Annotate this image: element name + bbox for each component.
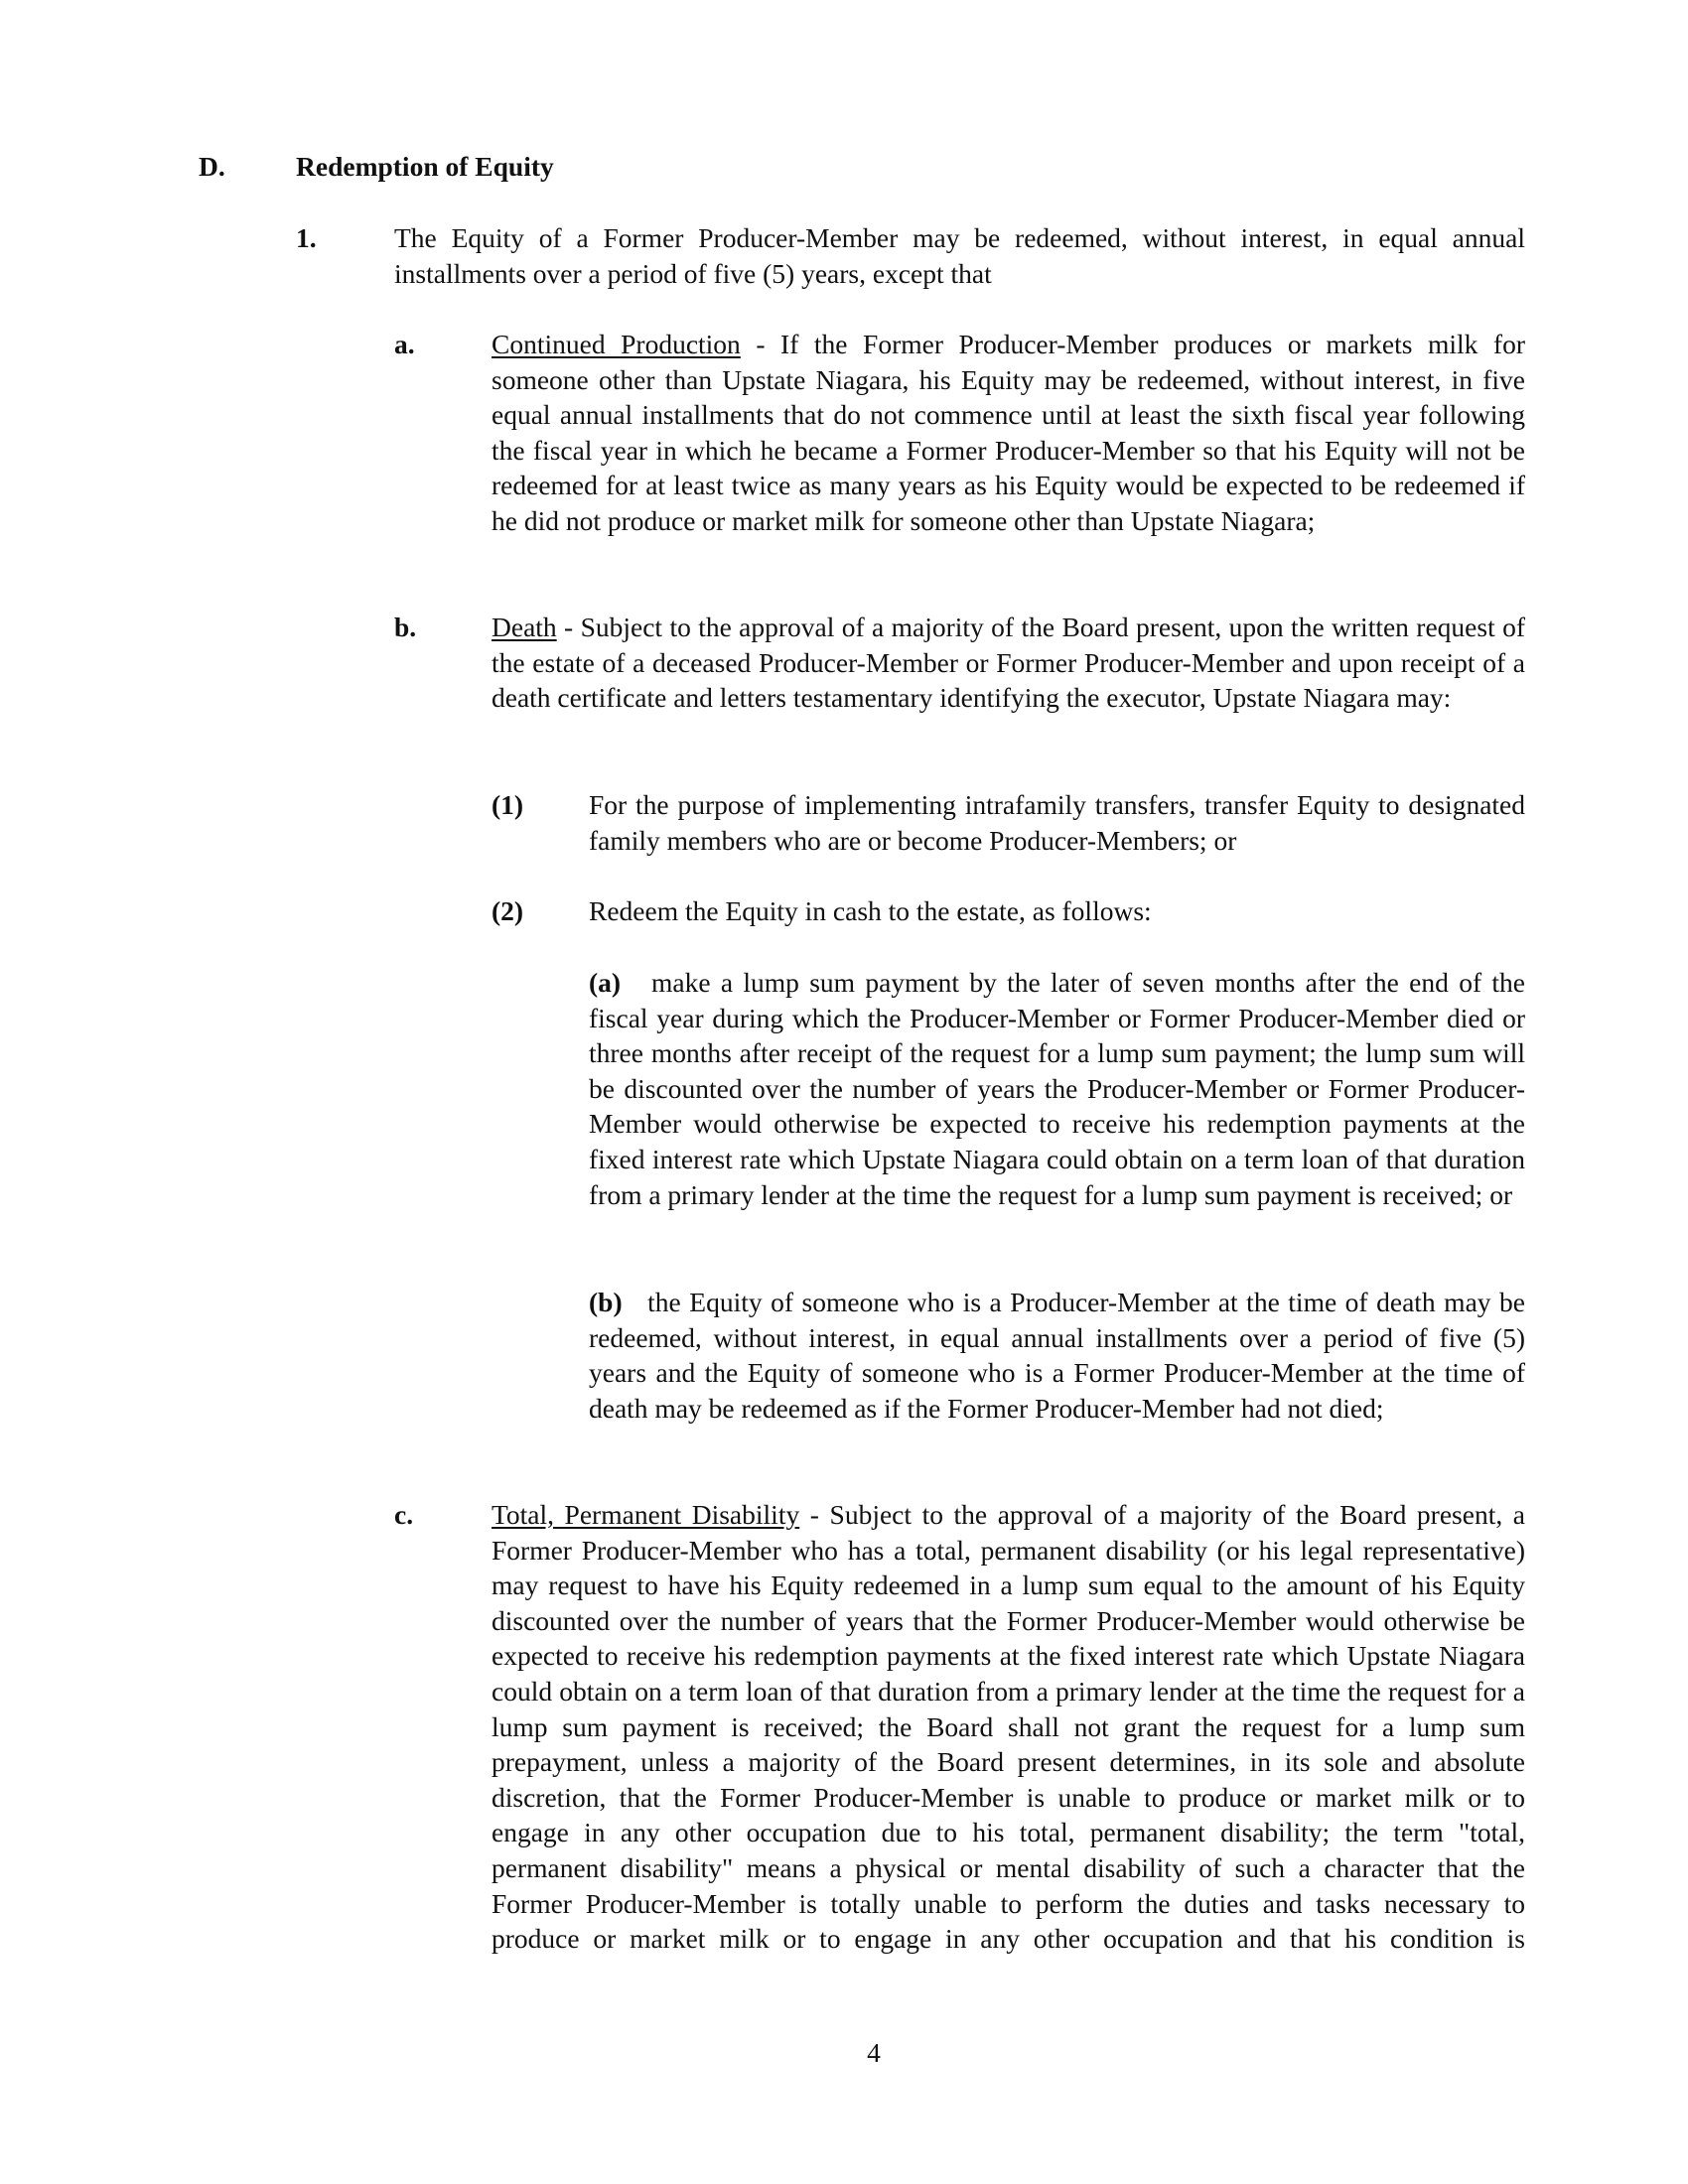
item-c-heading: Total, Permanent Disability bbox=[492, 1499, 800, 1530]
item-c-marker: c. bbox=[394, 1499, 414, 1530]
sub-1-text: For the purpose of implementing intrafamily transfers, transfer Equity to designated family members who are or become Producer-Members; or bbox=[589, 789, 1525, 856]
item-b-marker: b. bbox=[394, 612, 417, 642]
item-a-paragraph bbox=[492, 327, 1525, 539]
sub-a-text: make a lump sum payment by the later of seven months after the end of the fiscal year during which the Producer-Member or Former Producer-Member died or three months after receipt of the request for a lump sum payment; the lump sum will be discounted over the number of years the Producer-Member or Former Producer-Member would otherwise be expected to receive his redemption payments at the fixed interest rate which Upstate Niagara could obtain on a term loan of that duration from a primary lender at the time the request for a lump sum payment is received; or bbox=[589, 967, 1526, 1210]
sub-b-text: the Equity of someone who is a Producer-Member at the time of death may be redeemed, without interest, in equal annual installments over a period of five (5) years and the Equity of someone who is a Former Producer-Member at the time of death may be redeemed as if the Former Producer-Member had not died; bbox=[589, 1287, 1525, 1424]
sub-b-marker: (b) bbox=[589, 1287, 623, 1317]
sub-b-paragraph bbox=[589, 1285, 1525, 1426]
section-title: Redemption of Equity bbox=[296, 151, 554, 182]
item-b-heading: Death bbox=[492, 612, 557, 642]
item-a-marker: a. bbox=[394, 329, 415, 359]
item-1-marker: 1. bbox=[296, 222, 317, 253]
item-c-text: - Subject to the approval of a majority of the Board present, a Former Producer-Member who has a total, permanent disability (or his legal representative) may request to have his Equity redeemed in a lump sum equal to the amount of his Equity discounted over the number of years that the Former Producer-Member would otherwise be expected to receive his redemption payments at the fixed interest rate which Upstate Niagara could obtain on a term loan of that duration from a primary lender at the time the request for a lump sum payment is received; the Board shall not grant the request for a lump sum prepayment, unless a majority of the Board present determines, in its sole and absolute discretion, that the Former Producer-Member is unable to produce or market milk or to engage in any other occupation due to his total, permanent disability; the term "total, permanent disability" means a physical or mental disability of such a character that the Former Producer-Member is totally unable to perform the duties and tasks necessary to produce or market milk or to engage in any other occupation and that his condition is bbox=[492, 1499, 1525, 1955]
sub-2-marker: (2) bbox=[492, 895, 524, 926]
item-a-heading: Continued Production bbox=[492, 329, 741, 359]
sub-1-marker: (1) bbox=[492, 789, 524, 820]
item-a-text: - If the Former Producer-Member produces or markets milk for someone other than Upstate Niagara, his Equity may be redeemed, without interest, in five equal annual installments that do not commence until at least the sixth fiscal year following the fiscal year in which he became a Former Producer-Member so that his Equity will not be redeemed for at least twice as many years as his Equity would be expected to be redeemed if he did not produce or market milk for someone other than Upstate Niagara; bbox=[492, 329, 1525, 536]
item-b-text: - Subject to the approval of a majority of the Board present, upon the written request of the estate of a deceased Producer-Member or Former Producer-Member and upon receipt of a death certificate and letters testamentary identifying the executor, Upstate Niagara may: bbox=[492, 612, 1525, 714]
item-c-paragraph bbox=[492, 1497, 1525, 1957]
sub-a-marker: (a) bbox=[589, 967, 622, 998]
item-1-text: The Equity of a Former Producer-Member may be redeemed, without interest, in equal annual installments over a period of five (5) years, except that bbox=[394, 222, 1525, 289]
section-marker: D. bbox=[199, 151, 225, 182]
sub-2-text: Redeem the Equity in cash to the estate, as follows: bbox=[589, 895, 1152, 926]
sub-a-paragraph bbox=[589, 965, 1525, 1212]
item-b-paragraph bbox=[492, 610, 1525, 716]
page-number: 4 bbox=[867, 2037, 881, 2068]
